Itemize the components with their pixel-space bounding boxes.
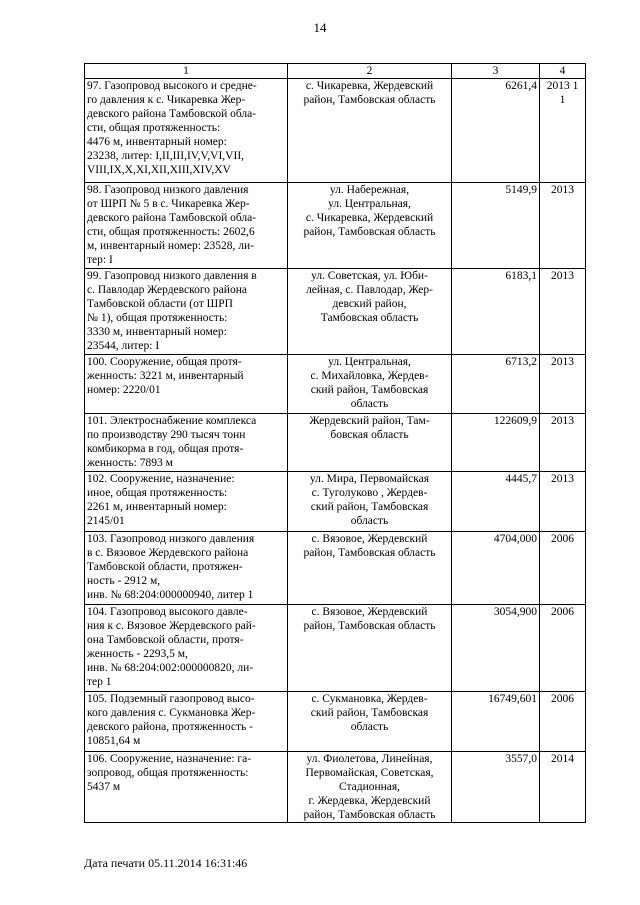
object-address: с. Чикаревка, Жердевский район, Тамбовская область xyxy=(288,79,452,183)
object-value: 4704,000 xyxy=(452,532,540,605)
object-value: 6261,4 xyxy=(452,79,540,183)
object-year: 2006 xyxy=(540,692,586,752)
object-year: 2014 xyxy=(540,752,586,823)
object-year: 2013 xyxy=(540,183,586,269)
object-value: 3054,900 xyxy=(452,605,540,692)
table-row xyxy=(85,183,586,269)
header-col-1: 1 xyxy=(85,64,288,79)
object-description: 105. Подземный газопровод высо- кого давления с. Сукмановка Жер- девского района, протяженность - 10851,64 м xyxy=(85,692,288,752)
object-description: 102. Сооружение, назначение: иное, общая протяженность: 2261 м, инвентарный номер: 2145/01 xyxy=(85,472,288,532)
object-value: 4445,7 xyxy=(452,472,540,532)
property-registry-table xyxy=(84,63,586,823)
page-number: 14 xyxy=(313,20,327,35)
header-row xyxy=(85,64,586,79)
object-description: 99. Газопровод низкого давления в с. Павлодар Жердевского района Тамбовской области (от ШРП № 1), общая протяженность: 3330 м, инвентарный номер: 23544, литер: I xyxy=(85,269,288,355)
print-date-footer: Дата печати 05.11.2014 16:31:46 xyxy=(84,856,248,870)
object-year: 2013 xyxy=(540,472,586,532)
object-description: 106. Сооружение, назначение: га- зопровод, общая протяженность: 5437 м xyxy=(85,752,288,823)
table-row xyxy=(85,752,586,823)
table-row xyxy=(85,472,586,532)
object-value: 6713,2 xyxy=(452,355,540,414)
object-value: 16749,601 xyxy=(452,692,540,752)
header-col-2: 2 xyxy=(288,64,452,79)
object-address: с. Вязовое, Жердевский район, Тамбовская область xyxy=(288,532,452,605)
object-address: ул. Советская, ул. Юби- лейная, с. Павлодар, Жер- девский район, Тамбовская область xyxy=(288,269,452,355)
object-year: 2013 xyxy=(540,269,586,355)
object-year: 2013 xyxy=(540,414,586,472)
object-address: ул. Мира, Первомайская с. Туголуково , Жердев- ский район, Тамбовская область xyxy=(288,472,452,532)
table-row xyxy=(85,692,586,752)
object-address: с. Сукмановка, Жердев- ский район, Тамбовская область xyxy=(288,692,452,752)
object-address: ул. Центральная, с. Михайловка, Жердев- ский район, Тамбовская область xyxy=(288,355,452,414)
object-year: 2013 xyxy=(540,355,586,414)
header-col-3: 3 xyxy=(452,64,540,79)
header-col-4: 4 xyxy=(540,64,586,79)
object-address: Жердевский район, Там- бовская область xyxy=(288,414,452,472)
table-row xyxy=(85,269,586,355)
table-row xyxy=(85,414,586,472)
object-description: 98. Газопровод низкого давления от ШРП № 5 в с. Чикаревка Жер- девского района Тамбовской обла- сти, общая протяженность: 2602,6 м, инвентарный номер: 23528, ли- тер: I xyxy=(85,183,288,269)
object-year: 2006 xyxy=(540,532,586,605)
object-address: ул. Фиолетова, Линейная, Первомайская, Советская, Стадионная, г. Жердевка, Жердевский район, Тамбовская область xyxy=(288,752,452,823)
object-address: ул. Набережная, ул. Центральная, с. Чикаревка, Жердевский район, Тамбовская область xyxy=(288,183,452,269)
object-description: 104. Газопровод высокого давле- ния к с. Вязовое Жердевского рай- она Тамбовской области, протя- женность - 2293,5 м, инв. № 68:204:002:000000820, ли- тер 1 xyxy=(85,605,288,692)
table-row xyxy=(85,605,586,692)
table-row xyxy=(85,532,586,605)
object-value: 6183,1 xyxy=(452,269,540,355)
object-year: 2006 xyxy=(540,605,586,692)
object-description: 101. Электроснабжение комплекса по производству 290 тысяч тонн комбикорма в год, общая протя- женность: 7893 м xyxy=(85,414,288,472)
object-description: 97. Газопровод высокого и средне- го давления к с. Чикаревка Жер- девского района Тамбовской обла- сти, общая протяженность: 4476 м, инвентарный номер: 23238, литер: I,II,III,IV,V,VI,VII, VIII,IX,X,XI,XII,XIII,XIV,XV xyxy=(85,79,288,183)
object-description: 103. Газопровод низкого давления в с. Вязовое Жердевского района Тамбовской области, протяжен- ность - 2912 м, инв. № 68:204:000000940, литер 1 xyxy=(85,532,288,605)
object-address: с. Вязовое, Жердевский район, Тамбовская область xyxy=(288,605,452,692)
object-value: 5149,9 xyxy=(452,183,540,269)
object-description: 100. Сооружение, общая протя- женность: 3221 м, инвентарный номер: 2220/01 xyxy=(85,355,288,414)
table-row xyxy=(85,79,586,183)
table-row xyxy=(85,355,586,414)
object-value: 122609,9 xyxy=(452,414,540,472)
object-value: 3557,0 xyxy=(452,752,540,823)
object-year: 2013 1 1 xyxy=(540,79,586,183)
